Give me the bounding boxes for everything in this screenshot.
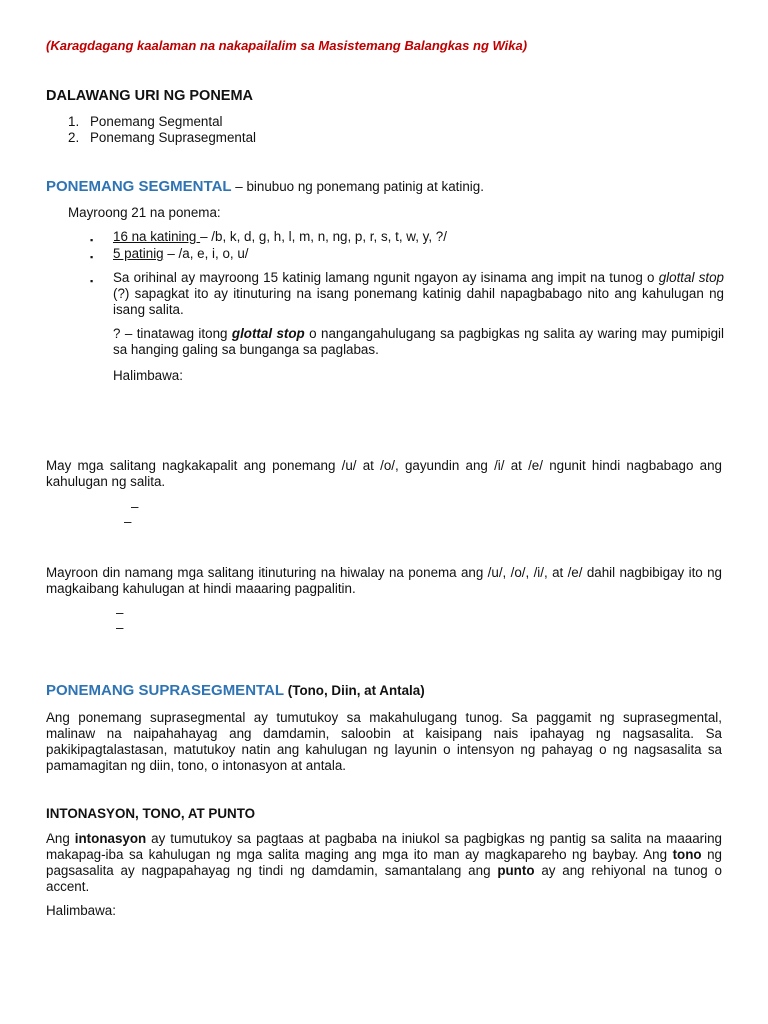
suprasegmental-heading: PONEMANG SUPRASEGMENTAL (46, 682, 285, 699)
glottal-paragraph (113, 270, 724, 318)
intonasyon-heading: INTONASYON, TONO, AT PUNTO (46, 806, 256, 821)
palitan-paragraph: May mga salitang nagkakapalit ang ponemang /u/ at /o/, gayundin ang /i/ at /e/ ngunit hindi nagbabago ang kahulugan ng salita. (46, 458, 722, 489)
segmental-heading: PONEMANG SEGMENTAL (46, 178, 232, 195)
glottal-definition (113, 326, 724, 358)
dash-mark: – (124, 514, 132, 529)
suprasegmental-heading-line (46, 683, 425, 699)
term-tono: tono (672, 847, 702, 862)
patinig-values: – /a, e, i, o, u/ (163, 246, 249, 261)
hiwalay-paragraph: Mayroon din namang mga salitang itinuturing na hiwalay na ponema ang /u/, /o/, /i/, at /e/ dahil nagbibigay ito ng magkaibang kahulugan at hindi maaaring pagpalitin. (46, 565, 722, 596)
header-note: (Karagdagang kaalaman na nakapailalim sa Masistemang Balangkas ng Wika) (46, 38, 528, 53)
katinig-item (113, 229, 447, 245)
dash-mark: – (116, 605, 124, 620)
ponema-count: Mayroong 21 na ponema: (68, 205, 221, 220)
term-punto: punto (497, 863, 535, 878)
list-number: 1. (68, 114, 80, 129)
glottal-def-term: glottal stop (231, 326, 305, 341)
list-item-label: Ponemang Segmental (90, 114, 223, 129)
dash-mark: – (131, 499, 139, 514)
term-intonasyon: intonasyon (74, 831, 147, 846)
katinig-values: – /b, k, d, g, h, l, m, n, ng, p, r, s, t, w, y, ?/ (200, 229, 447, 244)
bullet-icon: ▪ (90, 276, 94, 286)
list-item-label: Ponemang Suprasegmental (90, 130, 257, 145)
intonasyon-text: ng pagsasalita ay nagpapahayag ng tindi ng damdamin, samantalang ang (46, 847, 722, 878)
suprasegmental-subheading: (Tono, Diin, at Antala) (284, 683, 425, 698)
list-item (68, 130, 79, 146)
page-title: DALAWANG URI NG PONEMA (46, 88, 254, 104)
katinig-label: 16 na katining (113, 229, 201, 244)
patinig-item (113, 246, 249, 262)
bullet-icon: ▪ (90, 252, 94, 262)
glottal-def-text: o nangangahulugang sa pagbigkas ng salita ay waring may pumipigil sa hanging galing sa bunganga sa paglabas. (113, 326, 724, 357)
glottal-def-text: ? – tinatawag itong (113, 326, 232, 341)
intonasyon-text: Ang (46, 831, 75, 846)
dash-mark: – (116, 620, 124, 635)
halimbawa-label: Halimbawa: (113, 368, 183, 383)
glottal-term: glottal stop (658, 270, 724, 285)
glottal-text: (?) sapagkat ito ay itinuturing na isang ponemang katinig dahil napagbabago nito ang kahulugan ng isang salita. (113, 286, 724, 317)
suprasegmental-paragraph: Ang ponemang suprasegmental ay tumutukoy sa makahulugang tunog. Sa paggamit ng suprasegmental, malinaw na naipahahayag ang damdamin, saloobin at kaisipang nais ipahayag ng nagsasalita. Sa pakikipagtalastasan, matutukoy natin ang kahulugan ng layunin o intensyon ng pahayag o ng nagsasalita sa pamamagitan ng diin, tono, o intonasyon at antala. (46, 710, 722, 773)
patinig-label: 5 patinig (113, 246, 164, 261)
halimbawa-label: Halimbawa: (46, 903, 116, 918)
glottal-text: Sa orihinal ay mayroong 15 katinig lamang ngunit ngayon ay isinama ang impit na tunog o (113, 270, 659, 285)
list-number: 2. (68, 130, 80, 145)
intonasyon-paragraph (46, 831, 722, 895)
intonasyon-text: ay ang rehiyonal na tunog o accent. (46, 863, 722, 894)
intonasyon-text: ay tumutukoy sa pagtaas at pagbaba na iniukol sa pagbigkas ng pantig sa salita na maaaring makapag-iba sa kahulugan ng mga salita maging ang mga ito man ay magkapareho ng baybay. Ang (46, 831, 722, 862)
list-item (68, 114, 79, 130)
segmental-heading-line (46, 179, 484, 195)
segmental-heading-desc: – binubuo ng ponemang patinig at katinig. (231, 179, 484, 194)
bullet-icon: ▪ (90, 235, 94, 245)
